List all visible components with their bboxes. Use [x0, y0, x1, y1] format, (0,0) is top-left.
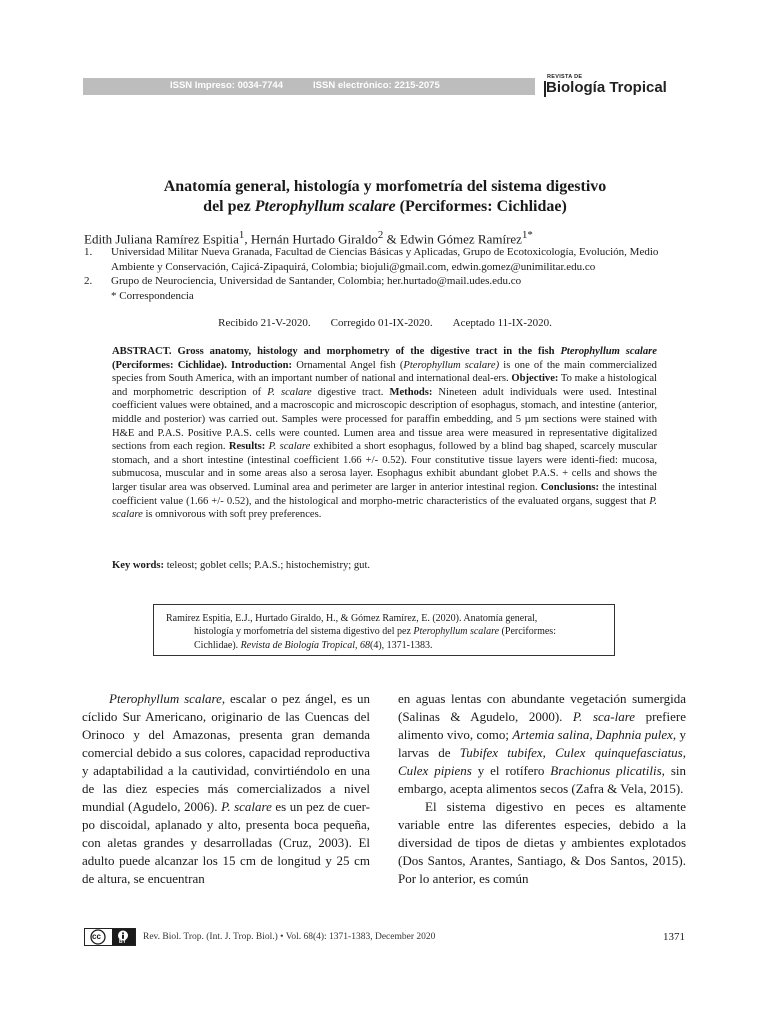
author-name: Hernán Hurtado Giraldo	[250, 231, 378, 247]
date-received: Recibido 21-V-2020.	[218, 317, 311, 329]
title-line-2: del pez Pterophyllum scalare (Perciformes: Cichlidae)	[203, 198, 567, 215]
logo-journal-name: Biología Tropical	[546, 79, 667, 96]
body-column-left	[82, 690, 370, 888]
title-line-1: Anatomía general, histología y morfometría del sistema digestivo	[163, 178, 607, 195]
author-name: Edwin Gómez Ramírez	[399, 231, 522, 247]
issn-print: ISSN Impreso: 0034-7744	[170, 80, 284, 91]
body-column-right	[398, 690, 686, 888]
page-number: 1371	[663, 931, 685, 943]
article-dates	[84, 317, 686, 329]
cc-label: cc	[92, 932, 101, 941]
abstract: ABSTRACT. Gross anatomy, histology and morphometry of the digestive tract in the fish Pterophyllum scalare (Perciformes: Cichlidae). Introduction: Ornamental Angel fish (Pterophyllum scalare) is one of the main commercialized species from South America, with an important number of national and international deal-ers. Objective: To make a histological and morphometric description of P. scalare digestive tract. Methods: Nineteen adult individuals were used. Intestinal coefficient values were obtained, and a macroscopic and microscopic description of esophagus, stomach, and intestine (anterior, middle and posterior) was carried out. Samples were processed for paraffin embedding, and 5 µm sections were stained with H&E and P.A.S. Positive P.A.S. cells were counted. Lumen area and tissue area were measured in representative digitalized sections from each region. Results: P. scalare exhibited a short esophagus, followed by a blind bag shaped, scarcely muscular stomach, and a short intestine (intestinal coefficient 1.66 +/- 0.52). Four constitutive tissue layers were identi-fied: mucosa, submucosa, muscular and in some areas also a serosa layer. Esophagus exhibit abundant globet P.A.S. + cells and shows the larger tisular area was observed. Luminal area and perimeter are larger in anterior intestinal region. Conclusions: the intestinal coefficient value (1.66 +/- 0.52), and the histological and morpho-metric characteristics of the evaluated organs, suggest that P. scalare is omnivorous with soft prey preferences.	[112, 346, 658, 521]
footer-citation: Rev. Biol. Trop. (Int. J. Trop. Biol.) • Vol. 68(4): 1371-1383, December 2020	[143, 932, 436, 942]
date-corrected: Corregido 01-IX-2020.	[330, 317, 433, 329]
keywords	[112, 559, 657, 573]
by-label: BY	[119, 939, 126, 945]
cc-by-license-icon	[84, 928, 136, 946]
author-name: Edith Juliana Ramírez Espitia	[84, 231, 239, 247]
body-paragraph: El sistema digestivo en peces es altamente variable entre las diferentes especies, debido a la diversidad de tipos de dietas y ambientes explotados (Dos Santos, Arantes, Santiago, & Dos Santos, 2015). Por lo anterior, es común	[398, 799, 686, 886]
body-paragraph: en aguas lentas con abundante vegetación sumergida (Salinas & Agudelo, 2000). P. sca-lare prefiere alimento vivo, como; Artemia salina, Daphnia pulex, y larvas de Tubifex tubifex, Culex quinquefasciatus, Culex pipiens y el rotífero Brachionus plicatilis, sin embargo, acepta alimentos secos (Zafra & Vela, 2015).	[398, 691, 687, 796]
keywords-label: Key words:	[112, 560, 165, 571]
citation-box	[153, 604, 615, 656]
date-accepted: Aceptado 11-IX-2020.	[452, 317, 552, 329]
issn-numbers	[170, 80, 440, 91]
logo-small-text: REVISTA DE	[547, 74, 583, 80]
body-paragraph: Pterophyllum scalare, escalar o pez ángel, es un cíclido Sur Americano, originario de las Cuencas del Orinoco y del Amazonas, presenta gran demanda comercial debido a sus colores, capacidad reproductiva y adaptabilidad a la cautividad, convirtiéndolo en una de las diez especies más comercializados a nivel mundial (Agudelo, 2006). P. scalare es un pez de cuer-po discoidal, aplanado y alto, presenta boca pequeña, con aletas grandes y desarrolladas (Cruz, 2003). El adulto puede alcanzar los 15 cm de longitud y 25 cm de altura, se encuentran	[82, 691, 370, 886]
affiliation-1: 1. Universidad Militar Nueva Granada, Facultad de Ciencias Básicas y Aplicadas, Grupo de Ecotoxicología, Evolución, Medio Ambiente y Conservación, Cajicá-Zipaquirá, Colombia; biojuli@gmail.com, edwin.gomez@unimilitar.edu.co	[84, 246, 659, 273]
author-list: Edith Juliana Ramírez Espitia$^1$, Hernán Hurtado Giraldo$^2$ & Edwin Gómez Ramírez$^{1*}$	[84, 229, 533, 247]
keywords-text: teleost; goblet cells; P.A.S.; histochemistry; gut.	[164, 560, 371, 571]
correspondence-note: * Correspondencia	[111, 290, 194, 302]
citation-text: Ramírez Espitia, E.J., Hurtado Giraldo, H., & Gómez Ramírez, E. (2020). Anatomía general, histología y morfometría del sistema digestivo del pez Pterophyllum scalare (Perciformes: Cichlidae). Revista de Biología Tropical, 68(4), 1371-1383.	[166, 613, 556, 651]
affiliation-2: 2. Grupo de Neurociencia, Universidad de Santander, Colombia; her.hurtado@mail.udes.edu.co	[84, 275, 522, 287]
article-title	[84, 177, 686, 217]
journal-logo	[544, 74, 688, 98]
issn-electronic: ISSN electrónico: 2215-2075	[313, 80, 440, 91]
